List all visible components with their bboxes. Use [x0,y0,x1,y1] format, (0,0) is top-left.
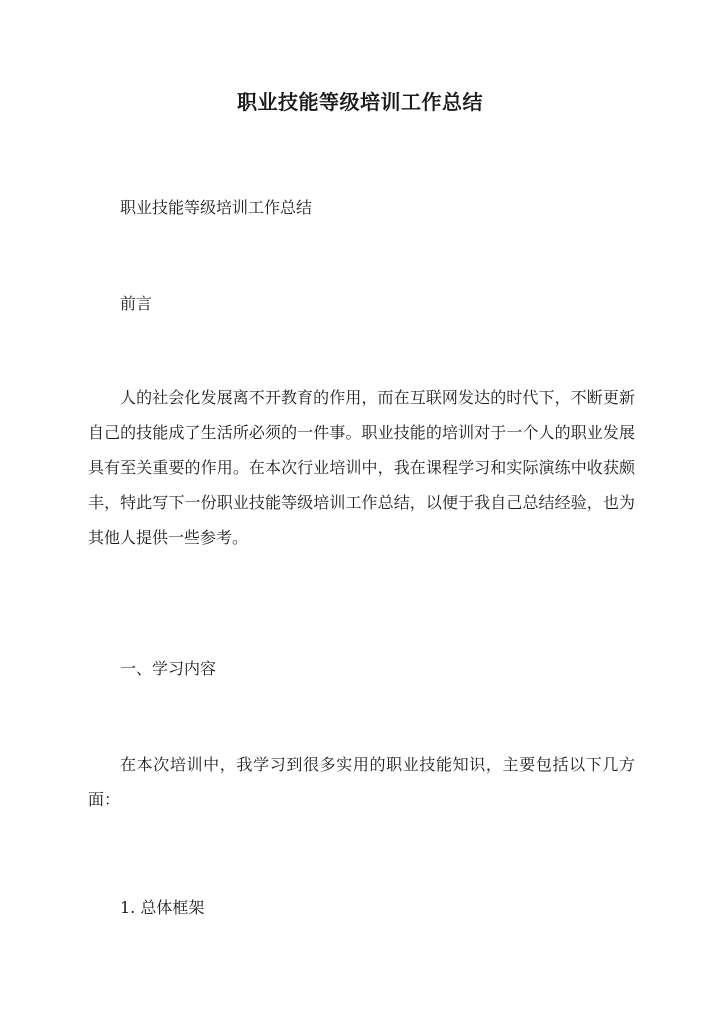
intro-paragraph: 人的社会化发展离不开教育的作用，而在互联网发达的时代下，不断更新自己的技能成了生活所必须的一件事。职业技能的培训对于一个人的职业发展具有至关重要的作用。在本次行业培训中，我在课程学习和实际演练中收获颇丰，特此写下一份职业技能等级培训工作总结，以便于我自己总结经验，也为其他人提供一些参考。 [88,388,635,547]
learning-paragraph: 在本次培训中，我学习到很多实用的职业技能知识，主要包括以下几方面： [88,755,635,809]
document-title: 职业技能等级培训工作总结 [237,90,483,114]
list-item-overall-framework: 1. 总体框架 [120,898,205,917]
section-heading-learning-content: 一、学习内容 [120,659,217,678]
preface-heading: 前言 [120,294,153,313]
subtitle-paragraph: 职业技能等级培训工作总结 [120,198,313,217]
